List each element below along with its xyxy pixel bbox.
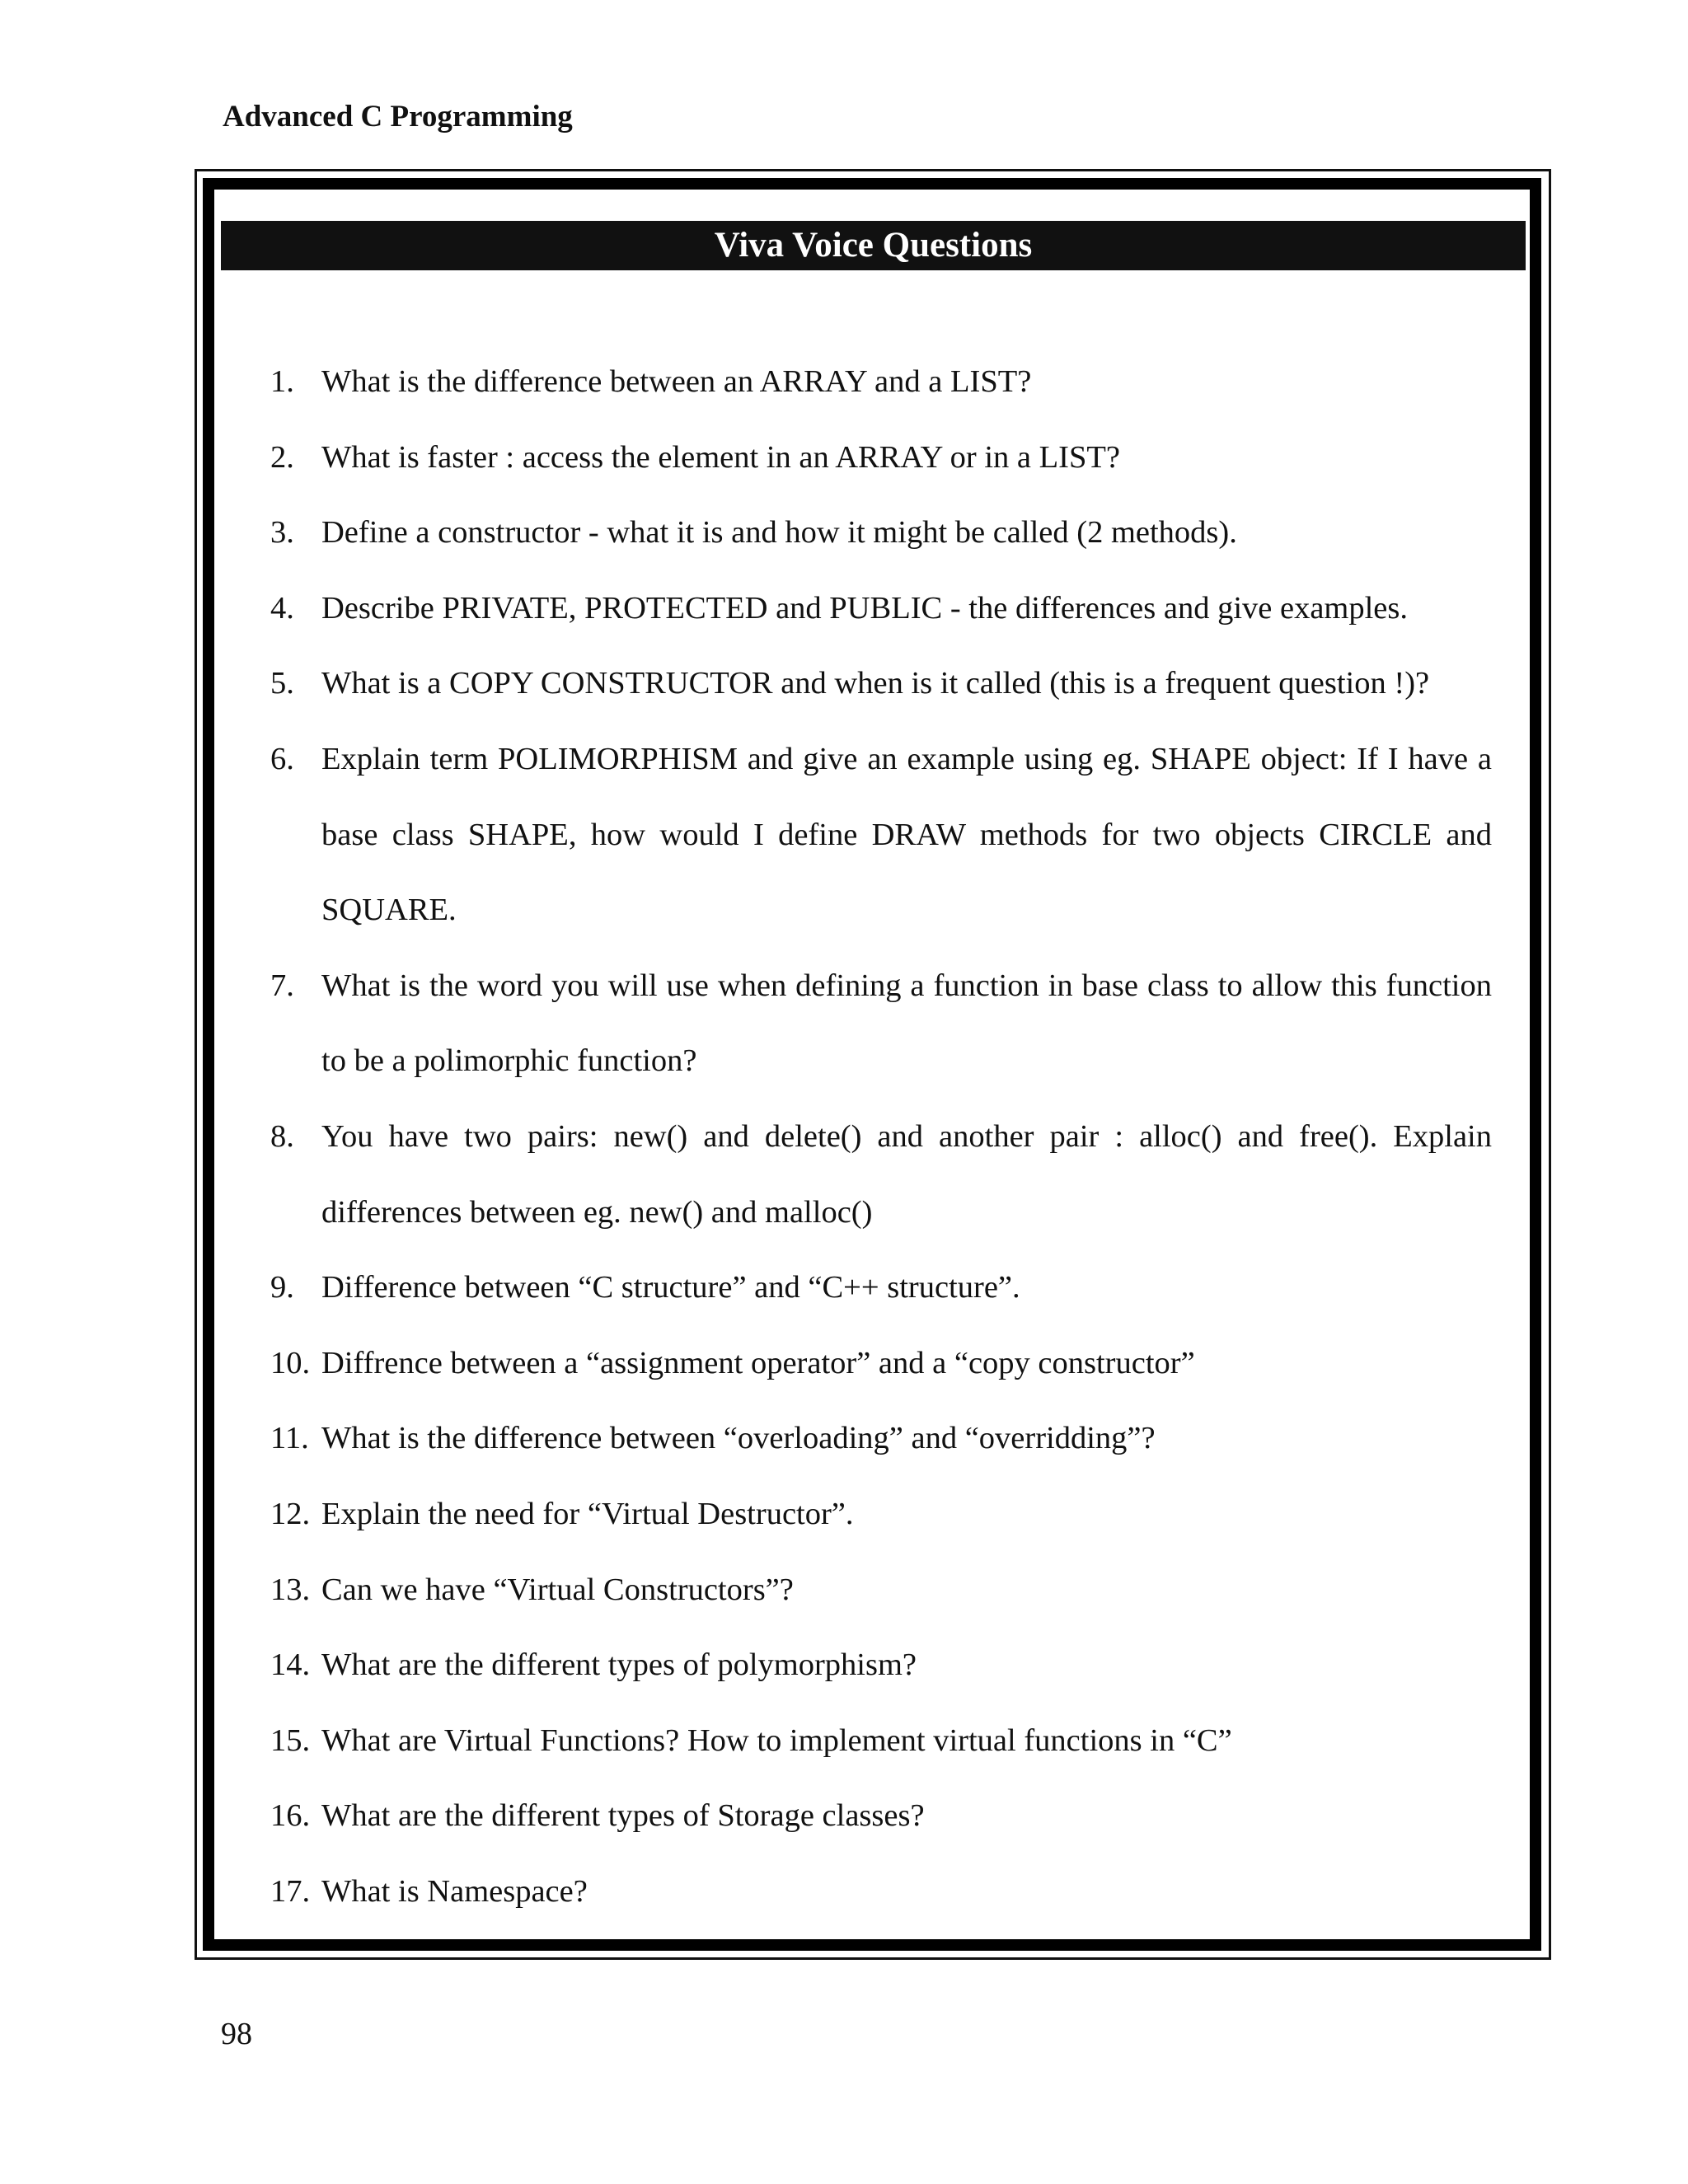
- question-item: [270, 1854, 1492, 1930]
- question-number: 3.: [270, 515, 294, 551]
- section-title: Viva Voice Questions: [714, 226, 1033, 265]
- question-text: You have two pairs: new() and delete() and another pair : alloc() and free(). Explain differences between eg. new() and malloc(): [321, 1118, 1492, 1230]
- question-text: What is the difference between an ARRAY and a LIST?: [321, 364, 1032, 399]
- question-item: [270, 1553, 1492, 1629]
- question-item: [270, 420, 1492, 496]
- question-number: 7.: [270, 968, 294, 1003]
- question-number: 6.: [270, 741, 294, 776]
- question-item: [270, 1401, 1492, 1477]
- question-number: 13.: [270, 1572, 311, 1607]
- question-item: [270, 344, 1492, 420]
- question-number: 11.: [270, 1421, 309, 1456]
- question-item: [270, 1628, 1492, 1704]
- question-number: 12.: [270, 1496, 311, 1531]
- question-number: 5.: [270, 666, 294, 701]
- question-number: 4.: [270, 590, 294, 626]
- question-item: [270, 571, 1492, 647]
- question-item: [270, 1250, 1492, 1326]
- question-number: 8.: [270, 1118, 294, 1154]
- question-text: What are the different types of polymorphism?: [321, 1647, 917, 1683]
- question-number: 17.: [270, 1873, 311, 1909]
- question-item: [270, 949, 1492, 1099]
- question-number: 1.: [270, 364, 294, 399]
- question-item: [270, 1477, 1492, 1553]
- page-number: 98: [221, 2017, 252, 2051]
- question-text: What is faster : access the element in an ARRAY or in a LIST?: [321, 439, 1121, 475]
- question-text: What is the word you will use when defining a function in base class to allow this function to be a polimorphic function?: [321, 968, 1492, 1079]
- question-text: Can we have “Virtual Constructors”?: [321, 1572, 794, 1607]
- question-text: What are Virtual Functions? How to implement virtual functions in “C”: [321, 1722, 1232, 1758]
- question-text: Explain the need for “Virtual Destructor”.: [321, 1496, 854, 1531]
- question-number: 15.: [270, 1722, 311, 1758]
- question-text: Difference between “C structure” and “C++ structure”.: [321, 1270, 1020, 1305]
- question-text: Define a constructor - what it is and how it might be called (2 methods).: [321, 515, 1237, 551]
- question-item: [270, 722, 1492, 949]
- question-list: [270, 344, 1492, 1929]
- question-item: [270, 1704, 1492, 1779]
- question-text: What is a COPY CONSTRUCTOR and when is it called (this is a frequent question !)?: [321, 666, 1430, 701]
- question-number: 16.: [270, 1798, 311, 1834]
- question-text: Explain term POLIMORPHISM and give an example using eg. SHAPE object: If I have a base class SHAPE, how would I define DRAW methods for two objects CIRCLE and SQUARE.: [321, 741, 1492, 928]
- question-item: [270, 1779, 1492, 1854]
- question-item: [270, 1099, 1492, 1250]
- question-text: What is Namespace?: [321, 1873, 588, 1909]
- question-number: 9.: [270, 1270, 294, 1305]
- question-text: Diffrence between a “assignment operator” and a “copy constructor”: [321, 1345, 1195, 1380]
- question-number: 10.: [270, 1345, 311, 1380]
- question-item: [270, 1326, 1492, 1402]
- question-text: What is the difference between “overloading” and “overridding”?: [321, 1421, 1156, 1456]
- question-item: [270, 646, 1492, 722]
- question-number: 2.: [270, 439, 294, 475]
- section-title-bar: [221, 221, 1526, 270]
- question-text: Describe PRIVATE, PROTECTED and PUBLIC - the differences and give examples.: [321, 590, 1409, 626]
- question-number: 14.: [270, 1647, 311, 1683]
- running-head: Advanced C Programming: [223, 100, 573, 134]
- question-item: [270, 495, 1492, 571]
- question-text: What are the different types of Storage classes?: [321, 1798, 925, 1834]
